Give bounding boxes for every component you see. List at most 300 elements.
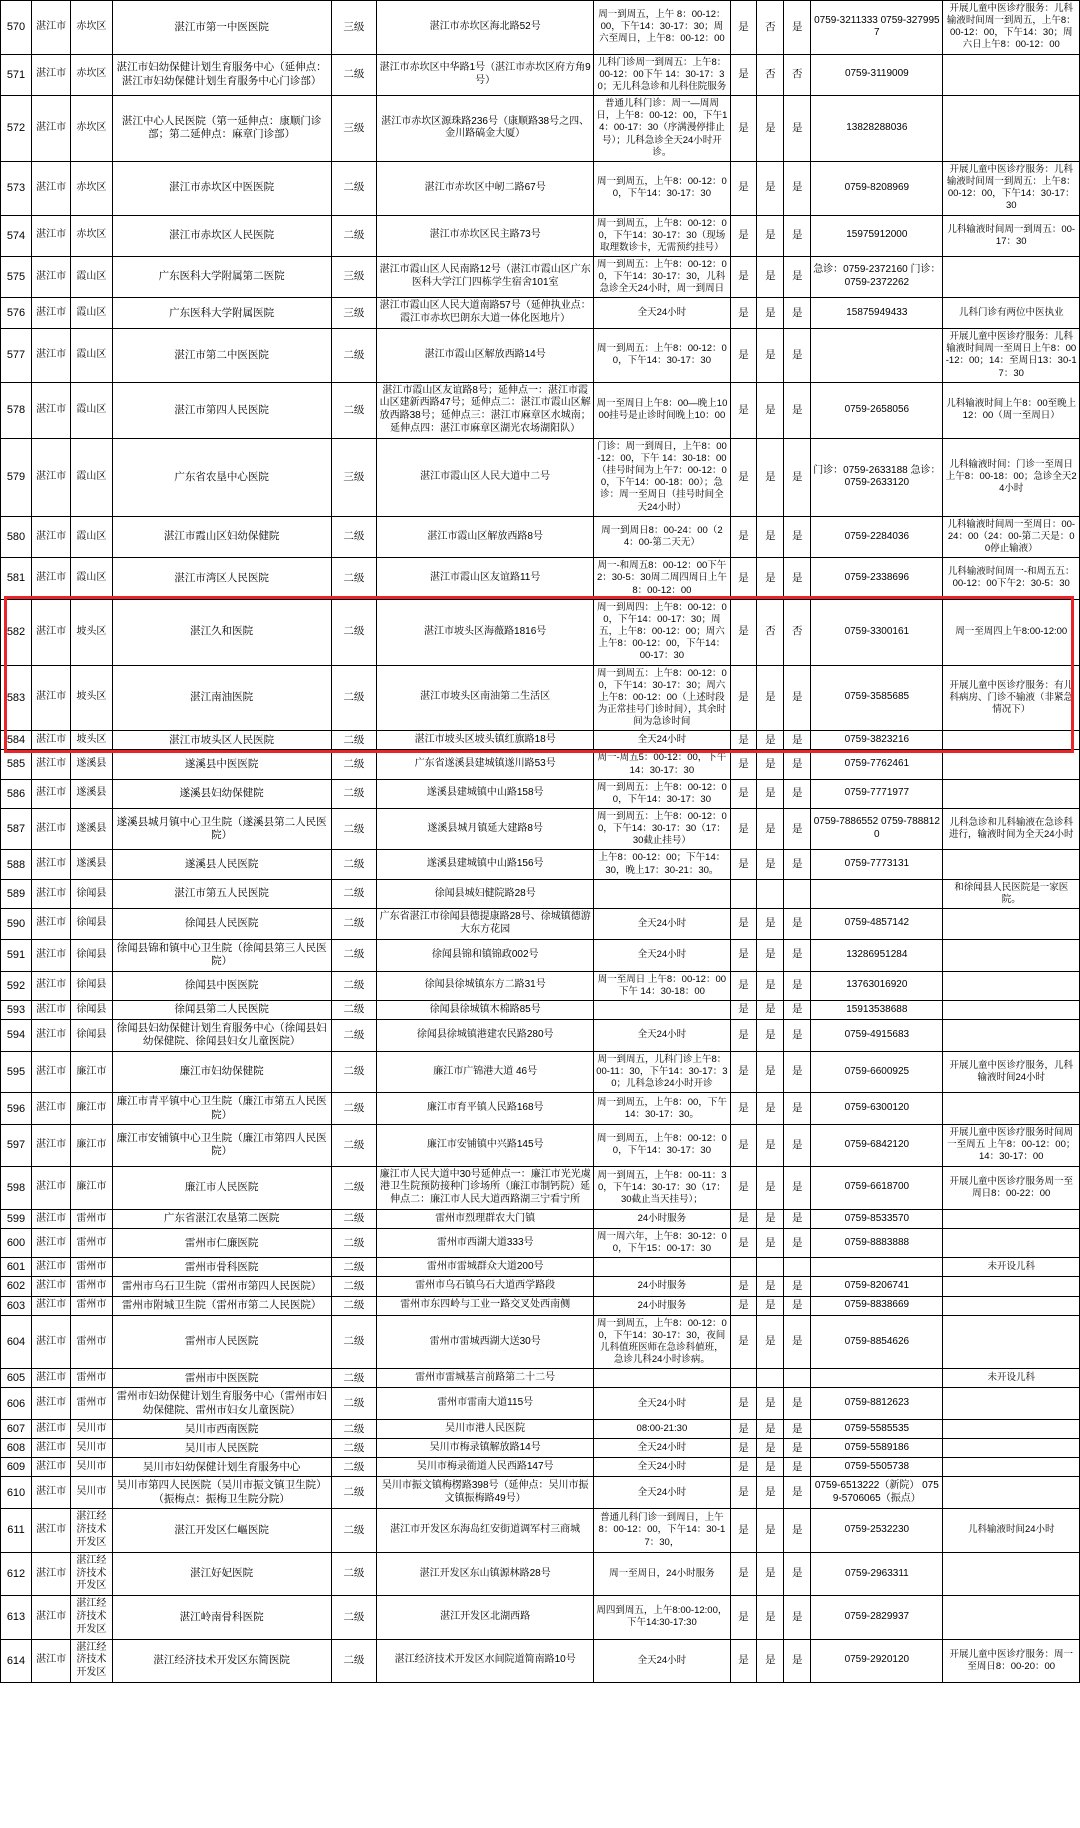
- row-inpatient-flag: 是: [784, 1420, 811, 1439]
- row-index: 587: [1, 808, 32, 849]
- row-emergency-flag: 是: [757, 1639, 784, 1682]
- row-pediatric-clinic-hours: 全天24小时: [594, 909, 730, 940]
- row-address: 廉江市育平镇人民路168号: [377, 1093, 594, 1125]
- row-emergency-flag: 是: [757, 1296, 784, 1315]
- row-district: 湛江经济技术开发区: [71, 1509, 112, 1552]
- row-index: 590: [1, 909, 32, 940]
- row-district: 雷州市: [71, 1296, 112, 1315]
- row-institution-name: 吴川市妇幼保健计划生育服务中心: [112, 1458, 331, 1477]
- row-pediatric-clinic-hours: 周一到周日8：00-24：00（24：00-第二天无）: [594, 516, 730, 557]
- table-row: [1, 298, 1080, 329]
- row-level: 二级: [331, 1509, 376, 1552]
- row-inpatient-flag: 是: [784, 438, 811, 516]
- row-inpatient-flag: 是: [784, 779, 811, 808]
- row-institution-name: 雷州市附城卫生院（雷州市第二人民医院）: [112, 1296, 331, 1315]
- row-institution-name: 廉江市妇幼保健院: [112, 1051, 331, 1092]
- row-address: 吴川市梅录衜道人民西路147号: [377, 1458, 594, 1477]
- table-row: [1, 516, 1080, 557]
- row-level: 二级: [331, 215, 376, 256]
- row-emergency-flag: 是: [757, 909, 784, 940]
- row-remark: [943, 731, 1080, 750]
- row-institution-name: 湛江岭南骨科医院: [112, 1596, 331, 1639]
- row-level: 二级: [331, 1639, 376, 1682]
- row-district: 遂溪县: [71, 808, 112, 849]
- row-emergency-flag: 是: [757, 1210, 784, 1229]
- row-remark: [943, 779, 1080, 808]
- row-district: 雷州市: [71, 1388, 112, 1420]
- row-institution-name: 湛江南油医院: [112, 665, 331, 731]
- row-pediatric-clinic-hours: 儿科门诊周一到周五：上午8：00-12：00下午 14：30-17：30；无儿科急诊和儿科住院服务: [594, 54, 730, 95]
- row-district: 赤坎区: [71, 215, 112, 256]
- row-address: 徐闻县城妇健院路28号: [377, 879, 594, 908]
- row-emergency-flag: [757, 1258, 784, 1277]
- row-level: 三级: [331, 1, 376, 55]
- row-emergency-flag: 是: [757, 1277, 784, 1296]
- row-district: 吴川市: [71, 1439, 112, 1458]
- row-index: 611: [1, 1509, 32, 1552]
- row-pediatric-clinic-hours: 全天24小时: [594, 1639, 730, 1682]
- row-telephone: 0759-2532230: [811, 1509, 943, 1552]
- row-telephone: 13763016920: [811, 971, 943, 1000]
- row-city: 湛江市: [32, 1552, 71, 1595]
- row-district: 徐闻县: [71, 1000, 112, 1019]
- row-telephone: 15913538688: [811, 1000, 943, 1019]
- row-pediatric-clinic-hours: 全天24小时: [594, 1019, 730, 1051]
- row-index: 600: [1, 1229, 32, 1258]
- row-outpatient-flag: 是: [730, 256, 757, 297]
- row-city: 湛江市: [32, 1596, 71, 1639]
- row-remark: [943, 1458, 1080, 1477]
- row-inpatient-flag: 是: [784, 1, 811, 55]
- row-level: 二级: [331, 329, 376, 383]
- table-row: [1, 750, 1080, 779]
- row-institution-name: 雷州市中医医院: [112, 1369, 331, 1388]
- row-outpatient-flag: 是: [730, 1019, 757, 1051]
- row-telephone: 0759-3585685: [811, 665, 943, 731]
- row-pediatric-clinic-hours: 全天24小时: [594, 939, 730, 971]
- row-institution-name: 徐闻县锦和镇中心卫生院（徐闻县第三人民医院）: [112, 939, 331, 971]
- row-district: 遂溪县: [71, 850, 112, 879]
- row-address: 湛江市赤坎区海北路52号: [377, 1, 594, 55]
- row-pediatric-clinic-hours: 周四到周五，上午8:00-12:00，下午14:30-17:30: [594, 1596, 730, 1639]
- table-row: [1, 850, 1080, 879]
- row-address: 徐闻县徐城镇木棉路85号: [377, 1000, 594, 1019]
- row-index: 571: [1, 54, 32, 95]
- row-address: 雷州市雷南大道115号: [377, 1388, 594, 1420]
- row-emergency-flag: 是: [757, 779, 784, 808]
- row-inpatient-flag: 是: [784, 1639, 811, 1682]
- row-district: 徐闻县: [71, 939, 112, 971]
- row-level: 二级: [331, 1166, 376, 1209]
- row-city: 湛江市: [32, 599, 71, 665]
- row-remark: [943, 1596, 1080, 1639]
- row-remark: 未开设儿科: [943, 1258, 1080, 1277]
- row-emergency-flag: 是: [757, 1019, 784, 1051]
- row-telephone: [811, 329, 943, 383]
- row-level: 二级: [331, 1000, 376, 1019]
- row-district: 雷州市: [71, 1315, 112, 1369]
- row-level: 二级: [331, 1315, 376, 1369]
- row-outpatient-flag: 是: [730, 1093, 757, 1125]
- row-telephone: 15875949433: [811, 298, 943, 329]
- row-inpatient-flag: 是: [784, 1277, 811, 1296]
- row-inpatient-flag: 是: [784, 1458, 811, 1477]
- row-outpatient-flag: 是: [730, 750, 757, 779]
- row-city: 湛江市: [32, 1439, 71, 1458]
- row-district: 徐闻县: [71, 971, 112, 1000]
- row-district: 遂溪县: [71, 750, 112, 779]
- row-index: 597: [1, 1125, 32, 1166]
- row-address: 遂溪县建城镇中山路156号: [377, 850, 594, 879]
- row-institution-name: 廉江市青平镇中心卫生院（廉江市第五人民医院）: [112, 1093, 331, 1125]
- row-remark: [943, 1210, 1080, 1229]
- table-row: [1, 1388, 1080, 1420]
- row-emergency-flag: 否: [757, 54, 784, 95]
- row-pediatric-clinic-hours: 周一到周五，上午8：00-12：00，下午14：30-17：30，夜间儿科值班医师在急诊科値班，急诊儿科24小时诊病。: [594, 1315, 730, 1369]
- row-pediatric-clinic-hours: [594, 1258, 730, 1277]
- table-row: [1, 1229, 1080, 1258]
- table-row: [1, 1552, 1080, 1595]
- row-institution-name: 遂溪县人民医院: [112, 850, 331, 879]
- row-emergency-flag: 是: [757, 1229, 784, 1258]
- row-district: 廉江市: [71, 1166, 112, 1209]
- row-city: 湛江市: [32, 215, 71, 256]
- row-index: 593: [1, 1000, 32, 1019]
- row-pediatric-clinic-hours: 全天24小时: [594, 298, 730, 329]
- row-index: 580: [1, 516, 32, 557]
- table-row: [1, 1166, 1080, 1209]
- row-index: 601: [1, 1258, 32, 1277]
- row-inpatient-flag: 是: [784, 1596, 811, 1639]
- row-level: 二级: [331, 779, 376, 808]
- row-inpatient-flag: 是: [784, 731, 811, 750]
- row-emergency-flag: 是: [757, 1315, 784, 1369]
- row-telephone: 0759-7773131: [811, 850, 943, 879]
- row-institution-name: 徐闻县中医医院: [112, 971, 331, 1000]
- row-institution-name: 雷州市仁廉医院: [112, 1229, 331, 1258]
- row-level: 二级: [331, 1277, 376, 1296]
- row-telephone: 0759-3823216: [811, 731, 943, 750]
- row-emergency-flag: 是: [757, 850, 784, 879]
- row-inpatient-flag: 否: [784, 599, 811, 665]
- row-emergency-flag: 是: [757, 1439, 784, 1458]
- row-remark: 儿科输液时间24小时: [943, 1509, 1080, 1552]
- row-remark: 开展儿童中医诊疗服务，儿科输液时间24小时: [943, 1051, 1080, 1092]
- row-institution-name: 湛江中心人民医院（第一延伸点：康顺门诊部；第二延伸点：麻章门诊部）: [112, 96, 331, 162]
- row-address: 遂溪县建城镇中山路158号: [377, 779, 594, 808]
- row-index: 591: [1, 939, 32, 971]
- row-emergency-flag: [757, 1369, 784, 1388]
- row-institution-name: 湛江市妇幼保健计划生育服务中心（延伸点：湛江市妇幼保健计划生育服务中心门诊部）: [112, 54, 331, 95]
- row-city: 湛江市: [32, 1229, 71, 1258]
- row-address: 湛江市霞山区解放西路14号: [377, 329, 594, 383]
- row-pediatric-clinic-hours: 全天24小时: [594, 1458, 730, 1477]
- row-address: 雷州市雷城群众大道200号: [377, 1258, 594, 1277]
- row-index: 579: [1, 438, 32, 516]
- row-inpatient-flag: 是: [784, 939, 811, 971]
- row-inpatient-flag: 是: [784, 382, 811, 438]
- row-outpatient-flag: 是: [730, 298, 757, 329]
- row-remark: [943, 54, 1080, 95]
- row-telephone: [811, 1369, 943, 1388]
- row-index: 578: [1, 382, 32, 438]
- table-row: [1, 909, 1080, 940]
- row-district: 徐闻县: [71, 1019, 112, 1051]
- row-outpatient-flag: 是: [730, 1, 757, 55]
- row-district: 湛江经济技术开发区: [71, 1552, 112, 1595]
- row-district: 坡头区: [71, 731, 112, 750]
- row-institution-name: 湛江好妃医院: [112, 1552, 331, 1595]
- row-institution-name: 吴川市人民医院: [112, 1439, 331, 1458]
- row-telephone: 0759-7771977: [811, 779, 943, 808]
- row-pediatric-clinic-hours: 周一至周日，24小时服务: [594, 1552, 730, 1595]
- row-institution-name: 廉江市安铺镇中心卫生院（廉江市第四人民医院）: [112, 1125, 331, 1166]
- row-index: 598: [1, 1166, 32, 1209]
- table-row: [1, 1210, 1080, 1229]
- row-city: 湛江市: [32, 808, 71, 849]
- row-outpatient-flag: 是: [730, 779, 757, 808]
- row-outpatient-flag: 是: [730, 909, 757, 940]
- row-institution-name: 徐闻县妇幼保健计划生育服务中心（徐闻县妇幼保健院、徐闻县妇女儿童医院）: [112, 1019, 331, 1051]
- row-telephone: 0759-8208969: [811, 161, 943, 215]
- row-city: 湛江市: [32, 939, 71, 971]
- row-emergency-flag: 是: [757, 558, 784, 599]
- row-level: 二级: [331, 1420, 376, 1439]
- row-telephone: 门诊：0759-2633188 急诊：0759-2633120: [811, 438, 943, 516]
- row-inpatient-flag: 是: [784, 1477, 811, 1509]
- row-pediatric-clinic-hours: 08:00-21:30: [594, 1420, 730, 1439]
- row-district: 赤坎区: [71, 54, 112, 95]
- row-emergency-flag: 是: [757, 438, 784, 516]
- row-outpatient-flag: 是: [730, 516, 757, 557]
- table-row: [1, 1019, 1080, 1051]
- row-pediatric-clinic-hours: [594, 1000, 730, 1019]
- row-district: 坡头区: [71, 599, 112, 665]
- row-address: 湛江市霞山区人民大道中二号: [377, 438, 594, 516]
- row-telephone: 0759-3300161: [811, 599, 943, 665]
- row-remark: 开展儿童中医诊疗服务：周一至周日8：00-20：00: [943, 1639, 1080, 1682]
- row-city: 湛江市: [32, 1, 71, 55]
- row-telephone: 0759-3211333 0759-3279957: [811, 1, 943, 55]
- table-row: [1, 779, 1080, 808]
- row-level: 二级: [331, 1051, 376, 1092]
- row-institution-name: 湛江市赤坎区中医医院: [112, 161, 331, 215]
- row-level: 二级: [331, 879, 376, 908]
- row-address: 湛江市坡头区南油第二生活区: [377, 665, 594, 731]
- table-row: [1, 1420, 1080, 1439]
- table-row: [1, 1315, 1080, 1369]
- row-district: 廉江市: [71, 1051, 112, 1092]
- row-pediatric-clinic-hours: 全天24小时: [594, 1477, 730, 1509]
- row-telephone: 0759-6513222（新院） 0759-5706065（振点）: [811, 1477, 943, 1509]
- table-row: [1, 215, 1080, 256]
- row-city: 湛江市: [32, 256, 71, 297]
- row-address: 湛江市霞山区解放西路8号: [377, 516, 594, 557]
- row-outpatient-flag: 是: [730, 1051, 757, 1092]
- row-index: 609: [1, 1458, 32, 1477]
- row-district: 湛江经济技术开发区: [71, 1639, 112, 1682]
- row-emergency-flag: 否: [757, 599, 784, 665]
- table-row: [1, 879, 1080, 908]
- row-address: 徐闻县徐城镇港建农民路280号: [377, 1019, 594, 1051]
- row-district: 霞山区: [71, 329, 112, 383]
- row-address: 雷州市乌石镇乌石大道西学路段: [377, 1277, 594, 1296]
- row-outpatient-flag: 是: [730, 1315, 757, 1369]
- row-city: 湛江市: [32, 971, 71, 1000]
- row-pediatric-clinic-hours: 周一到周五，上午8：00-12：00，下午14：30-17：30: [594, 161, 730, 215]
- table-row: [1, 1, 1080, 55]
- row-inpatient-flag: 是: [784, 298, 811, 329]
- table-row: [1, 1458, 1080, 1477]
- row-pediatric-clinic-hours: 周一周六年，上午8：30-12：00，下午15：00-17：30: [594, 1229, 730, 1258]
- row-emergency-flag: 是: [757, 1125, 784, 1166]
- row-index: 608: [1, 1439, 32, 1458]
- row-institution-name: 遂溪县城月镇中心卫生院（遂溪县第二人民医院）: [112, 808, 331, 849]
- row-emergency-flag: 是: [757, 1477, 784, 1509]
- row-institution-name: 湛江市坡头区人民医院: [112, 731, 331, 750]
- row-outpatient-flag: 是: [730, 54, 757, 95]
- table-row: [1, 96, 1080, 162]
- row-level: 二级: [331, 1388, 376, 1420]
- row-remark: [943, 939, 1080, 971]
- row-level: 二级: [331, 54, 376, 95]
- row-outpatient-flag: 是: [730, 731, 757, 750]
- row-remark: 和徐闻县人民医院是一家医院。: [943, 879, 1080, 908]
- row-pediatric-clinic-hours: 周一到周五：上午8：00-12：00，下午14：30-17：30（17：30截止挂号）: [594, 808, 730, 849]
- row-inpatient-flag: 是: [784, 1388, 811, 1420]
- row-index: 574: [1, 215, 32, 256]
- row-telephone: 0759-2829937: [811, 1596, 943, 1639]
- row-outpatient-flag: 是: [730, 971, 757, 1000]
- row-address: 雷州市雷城西湖大送30号: [377, 1315, 594, 1369]
- row-index: 583: [1, 665, 32, 731]
- row-pediatric-clinic-hours: 普通儿科门诊一到周日，上午8：00-12：00，下午14：30-17：30，: [594, 1509, 730, 1552]
- row-address: 湛江市霞山区友谊路11号: [377, 558, 594, 599]
- row-level: 二级: [331, 1596, 376, 1639]
- row-outpatient-flag: 是: [730, 161, 757, 215]
- row-remark: [943, 1315, 1080, 1369]
- row-index: 589: [1, 879, 32, 908]
- row-index: 581: [1, 558, 32, 599]
- row-address: 雷州市东四岭与工业一路交叉处西南侧: [377, 1296, 594, 1315]
- row-inpatient-flag: 是: [784, 1229, 811, 1258]
- table-row: [1, 1596, 1080, 1639]
- row-address: 湛江市霞山区友谊路8号；延伸点一：湛江市霞山区建新西路47号；延伸点二：湛江市霞山区解放西路38号；延伸点三：湛江市麻章区水城南；延伸点四：湛江市麻章区湖光农场湖阳队）: [377, 382, 594, 438]
- table-row: [1, 1439, 1080, 1458]
- row-outpatient-flag: [730, 1369, 757, 1388]
- row-remark: [943, 1019, 1080, 1051]
- row-remark: [943, 1477, 1080, 1509]
- row-address: 湛江市坡头区坡头镇红旗路18号: [377, 731, 594, 750]
- row-emergency-flag: 是: [757, 731, 784, 750]
- row-institution-name: 湛江市第五人民医院: [112, 879, 331, 908]
- row-level: 三级: [331, 256, 376, 297]
- row-telephone: 0759-8206741: [811, 1277, 943, 1296]
- row-level: 二级: [331, 1439, 376, 1458]
- row-inpatient-flag: [784, 1258, 811, 1277]
- row-telephone: 13828288036: [811, 96, 943, 162]
- row-telephone: 0759-5505738: [811, 1458, 943, 1477]
- row-level: 二级: [331, 1125, 376, 1166]
- row-inpatient-flag: 是: [784, 750, 811, 779]
- row-level: 二级: [331, 1552, 376, 1595]
- row-level: 二级: [331, 161, 376, 215]
- row-district: 雷州市: [71, 1277, 112, 1296]
- row-city: 湛江市: [32, 54, 71, 95]
- row-outpatient-flag: 是: [730, 1296, 757, 1315]
- table-row: [1, 939, 1080, 971]
- row-emergency-flag: 是: [757, 1458, 784, 1477]
- row-inpatient-flag: 是: [784, 1166, 811, 1209]
- row-address: 吴川市梅录镇解放路14号: [377, 1439, 594, 1458]
- row-inpatient-flag: 否: [784, 54, 811, 95]
- row-outpatient-flag: 是: [730, 1388, 757, 1420]
- row-inpatient-flag: 是: [784, 215, 811, 256]
- row-city: 湛江市: [32, 1000, 71, 1019]
- row-remark: [943, 1439, 1080, 1458]
- row-outpatient-flag: 是: [730, 1420, 757, 1439]
- row-remark: [943, 1388, 1080, 1420]
- row-district: 雷州市: [71, 1229, 112, 1258]
- row-outpatient-flag: 是: [730, 382, 757, 438]
- row-outpatient-flag: 是: [730, 1509, 757, 1552]
- row-pediatric-clinic-hours: 周一到周四：上午8：00-12：00，下午14：00-17：30；周五，上午8：00-12：00；周六上午8：00-12：00，下午14：00-17：30: [594, 599, 730, 665]
- row-index: 596: [1, 1093, 32, 1125]
- row-remark: [943, 1420, 1080, 1439]
- row-pediatric-clinic-hours: 周一到周五，上午8：00-11：30，下午14：30-17：30（17：30截止当天挂号）；: [594, 1166, 730, 1209]
- row-district: 霞山区: [71, 298, 112, 329]
- row-telephone: 0759-8854626: [811, 1315, 943, 1369]
- row-telephone: 0759-6618700: [811, 1166, 943, 1209]
- table-row: [1, 161, 1080, 215]
- row-level: 二级: [331, 850, 376, 879]
- row-inpatient-flag: 是: [784, 96, 811, 162]
- row-telephone: 急诊：0759-2372160 门诊：0759-2372262: [811, 256, 943, 297]
- row-city: 湛江市: [32, 1019, 71, 1051]
- row-outpatient-flag: 是: [730, 850, 757, 879]
- row-remark: 开展儿童中医诊疗服务：儿科输液时间周一到周五，上午8：00-12：00，下午14：30；周六日上午8：00-12：00: [943, 1, 1080, 55]
- row-address: 广东省湛江市徐闻县德提康路28号、徐城镇德游大东方花园: [377, 909, 594, 940]
- row-pediatric-clinic-hours: 周一到周五：上午8：00-12：00，下午14：30-17：30，儿科急诊全天24小时，周一到周日: [594, 256, 730, 297]
- row-district: 徐闻县: [71, 879, 112, 908]
- row-city: 湛江市: [32, 1258, 71, 1277]
- row-district: 吴川市: [71, 1420, 112, 1439]
- row-district: 赤坎区: [71, 96, 112, 162]
- row-level: 二级: [331, 750, 376, 779]
- row-telephone: 0759-6600925: [811, 1051, 943, 1092]
- row-inpatient-flag: 是: [784, 256, 811, 297]
- row-address: 廉江市广锦港大道 46号: [377, 1051, 594, 1092]
- row-city: 湛江市: [32, 1051, 71, 1092]
- row-level: 二级: [331, 1210, 376, 1229]
- row-level: 二级: [331, 382, 376, 438]
- row-address: 雷州市雷城基言前路第二十二号: [377, 1369, 594, 1388]
- table-row: [1, 808, 1080, 849]
- row-institution-name: 湛江市第二中医医院: [112, 329, 331, 383]
- row-index: 605: [1, 1369, 32, 1388]
- row-inpatient-flag: 是: [784, 808, 811, 849]
- row-address: 湛江市赤坎区中屻二路67号: [377, 161, 594, 215]
- row-address: 湛江市霞山区人民南路12号（湛江市霞山区广东医科大学江门四栋学生宿舍101室: [377, 256, 594, 297]
- row-remark: 开展儿童中医诊疗服务：有儿科病房、门诊不输液（非紧急情况下）: [943, 665, 1080, 731]
- row-outpatient-flag: 是: [730, 1277, 757, 1296]
- row-inpatient-flag: [784, 1369, 811, 1388]
- row-telephone: 0759-4857142: [811, 909, 943, 940]
- row-inpatient-flag: 是: [784, 1125, 811, 1166]
- row-telephone: 0759-5589186: [811, 1439, 943, 1458]
- row-pediatric-clinic-hours: 周一到周五，上午8：00-12：00，下午14：30-17：30: [594, 1125, 730, 1166]
- row-level: 三级: [331, 96, 376, 162]
